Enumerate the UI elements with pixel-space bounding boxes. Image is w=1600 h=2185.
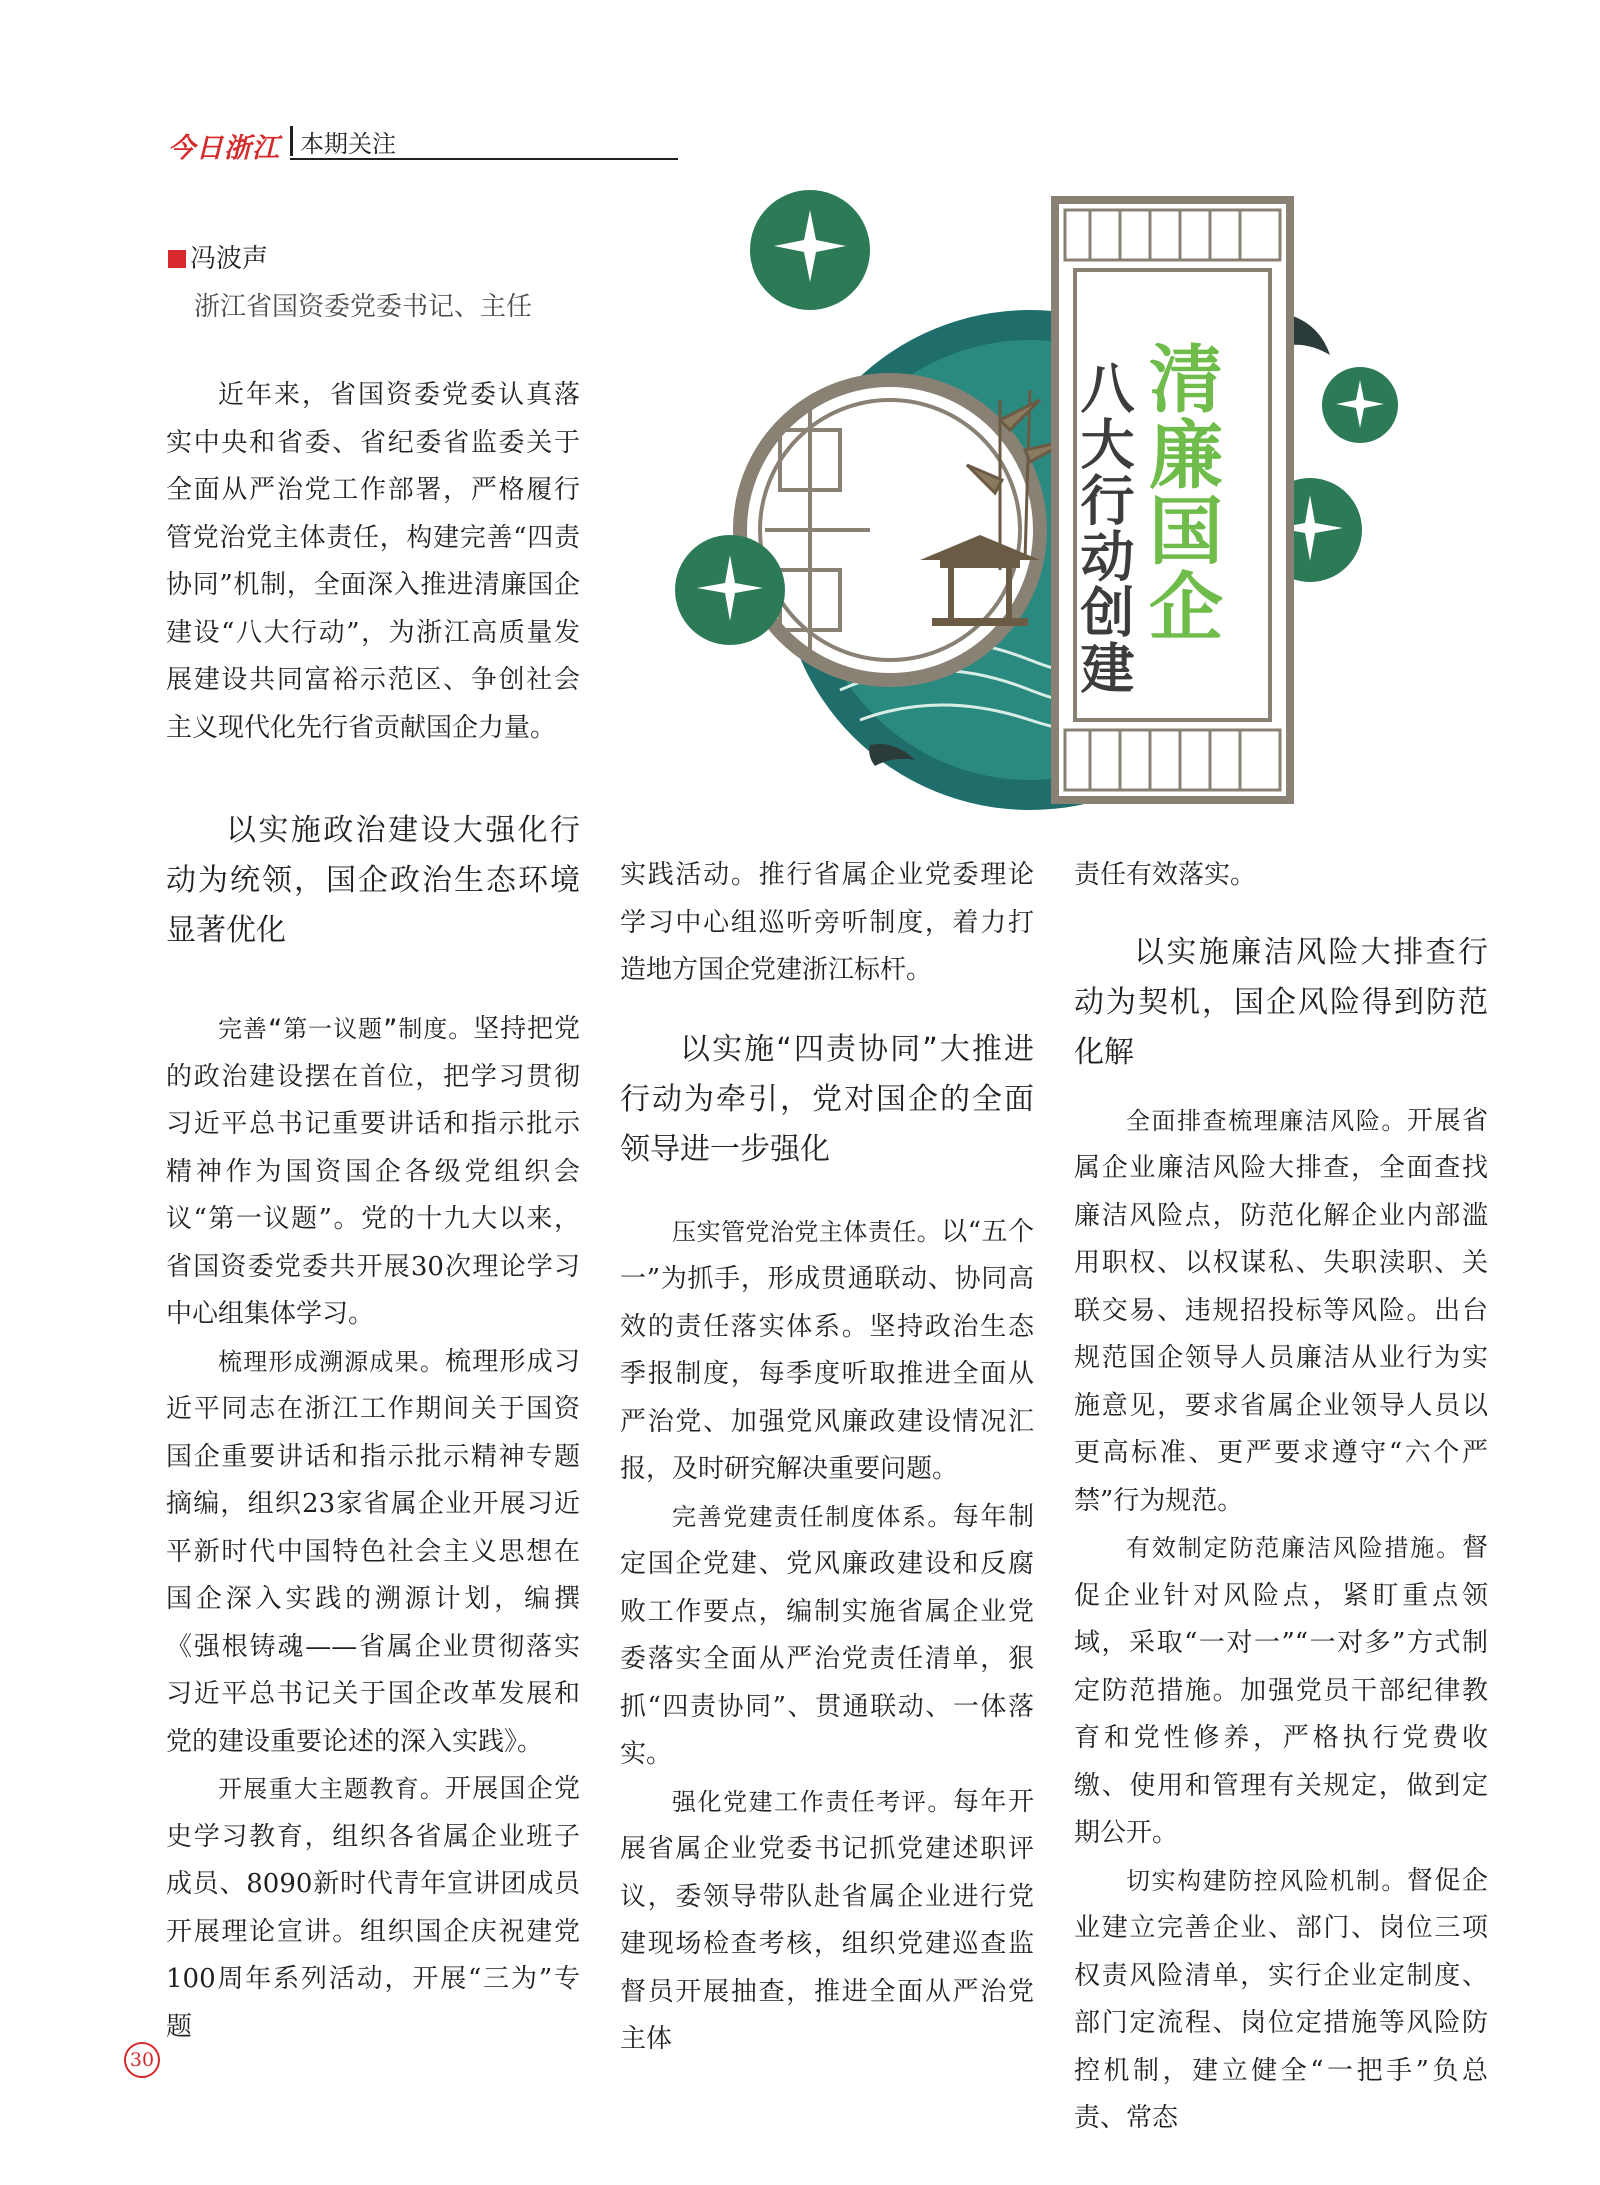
body-paragraph: 有效制定防范廉洁风险措施。督促企业针对风险点，紧盯重点领域，采取“一对一”“一对多”方式制定防范措施。加强党员干部纪律教育和党性修养，严格执行党费收缴、使用和管理有关规定，做到定期公开。: [1074, 1533, 1488, 1848]
body-paragraph: 切实构建防控风险机制。督促企业建立完善企业、部门、岗位三项权责风险清单，实行企业定制度、部门定流程、岗位定措施等风险防控机制，建立健全“一把手”负总责、常态: [1074, 1865, 1488, 2133]
lead-phrase: 切实构建防控风险机制。: [1126, 1866, 1407, 1895]
body-paragraph: 全面排查梳理廉洁风险。开展省属企业廉洁风险大排查，全面查找廉洁风险点，防范化解企业内部滥用职权、以权谋私、失职渎职、关联交易、违规招投标等风险。出台规范国企领导人员廉洁从业行为实施意见，要求省属企业领导人员以更高标准、更严要求遵守“六个严禁”行为规范。: [1074, 1105, 1488, 1516]
intro-paragraph: 近年来，省国资委党委认真落实中央和省委、省纪委省监委关于全面从严治党工作部署，严格履行管党治党主体责任，构建完善“四责协同”机制，全面深入推进清廉国企建设“八大行动”，为浙江高质量发展建设共同富裕示范区、争创社会主义现代化先行省贡献国企力量。: [166, 380, 580, 743]
body-paragraph: 强化党建工作责任考评。每年开展省属企业党委书记抓党建述职评议，委领导带队赴省属企业进行党建现场检查考核，组织党建巡查监督员开展抽查，推进全面从严治党主体: [620, 1786, 1034, 2054]
header-separator: [290, 126, 293, 156]
body-paragraph: 完善“第一议题”制度。坚持把党的政治建设摆在首位，把学习贯彻习近平总书记重要讲话和指示批示精神作为国资国企各级党组织会议“第一议题”。党的十九大以来，省国资委党委共开展30次理论学习中心组集体学习。: [166, 1014, 580, 1329]
section-heading: 以实施政治建设大强化行动为统领，国企政治生态环境显著优化: [166, 813, 580, 948]
header-rule: [290, 158, 678, 160]
illustration-title-main: 清廉国企: [1137, 340, 1223, 644]
column-3: [1074, 852, 1488, 2143]
body-paragraph: 完善党建责任制度体系。每年制定国企党建、党风廉政建设和反腐败工作要点，编制实施省属企业党委落实全面从严治党责任清单，狠抓“四责协同”、贯通联动、一体落实。: [620, 1501, 1034, 1769]
lead-phrase: 全面排查梳理廉洁风险。: [1126, 1106, 1407, 1135]
body-paragraph: 开展重大主题教育。开展国企党史学习教育，组织各省属企业班子成员、8090新时代青年宣讲团成员开展理论宣讲。组织国企庆祝建党100周年系列活动，开展“三为”专题: [166, 1774, 580, 2042]
page-number: 30: [124, 2042, 160, 2078]
author-name-line: [168, 238, 268, 275]
section-heading: 以实施廉洁风险大排查行动为契机，国企风险得到防范化解: [1074, 934, 1488, 1070]
lead-phrase: 有效制定防范廉洁风险措施。: [1126, 1534, 1462, 1562]
lead-phrase: 开展重大主题教育。: [218, 1775, 446, 1803]
continued-paragraph: 实践活动。推行省属企业党委理论学习中心组巡听旁听制度，着力打造地方国企党建浙江标杆。: [620, 860, 1034, 985]
lead-phrase: 完善党建责任制度体系。: [672, 1502, 953, 1531]
page-header: [168, 120, 512, 164]
section-label: 本期关注: [300, 130, 396, 158]
lattice-window-icon: [740, 380, 1040, 680]
red-square-icon: [168, 250, 186, 268]
continued-paragraph: 责任有效落实。: [1074, 860, 1257, 890]
body-paragraph: 梳理形成溯源成果。梳理形成习近平同志在浙江工作期间关于国资国企重要讲话和指示批示精神专题摘编，组织23家省属企业开展习近平新时代中国特色社会主义思想在国企深入实践的溯源计划，编撰《强根铸魂——省属企业贯彻落实习近平总书记关于国企改革发展和党的建设重要论述的深入实践》。: [166, 1346, 580, 1757]
column-1: [166, 372, 580, 2051]
lead-phrase: 压实管党治党主体责任。: [672, 1217, 942, 1246]
lead-phrase: 完善“第一议题”制度。: [218, 1015, 474, 1043]
magazine-logo: 今日浙江: [168, 133, 280, 164]
section-heading: 以实施“四责协同”大推进行动为牵引，党对国企的全面领导进一步强化: [620, 1031, 1034, 1167]
column-2: [620, 852, 1034, 2064]
lead-phrase: 梳理形成溯源成果。: [218, 1347, 446, 1376]
body-paragraph: 压实管党治党主体责任。以“五个一”为抓手，形成贯通联动、协同高效的责任落实体系。坚持政治生态季报制度，每季度听取推进全面从严治党、加强党风廉政建设情况汇报，及时研究解决重要问题。: [620, 1216, 1035, 1484]
illustration-title-sub: 八大行动创建: [1072, 360, 1135, 696]
author-name: 冯波声: [190, 244, 269, 274]
lead-phrase: 强化党建工作责任考评。: [672, 1787, 953, 1816]
illustration: [670, 190, 1400, 810]
author-title: 浙江省国资委党委书记、主任: [194, 292, 533, 322]
